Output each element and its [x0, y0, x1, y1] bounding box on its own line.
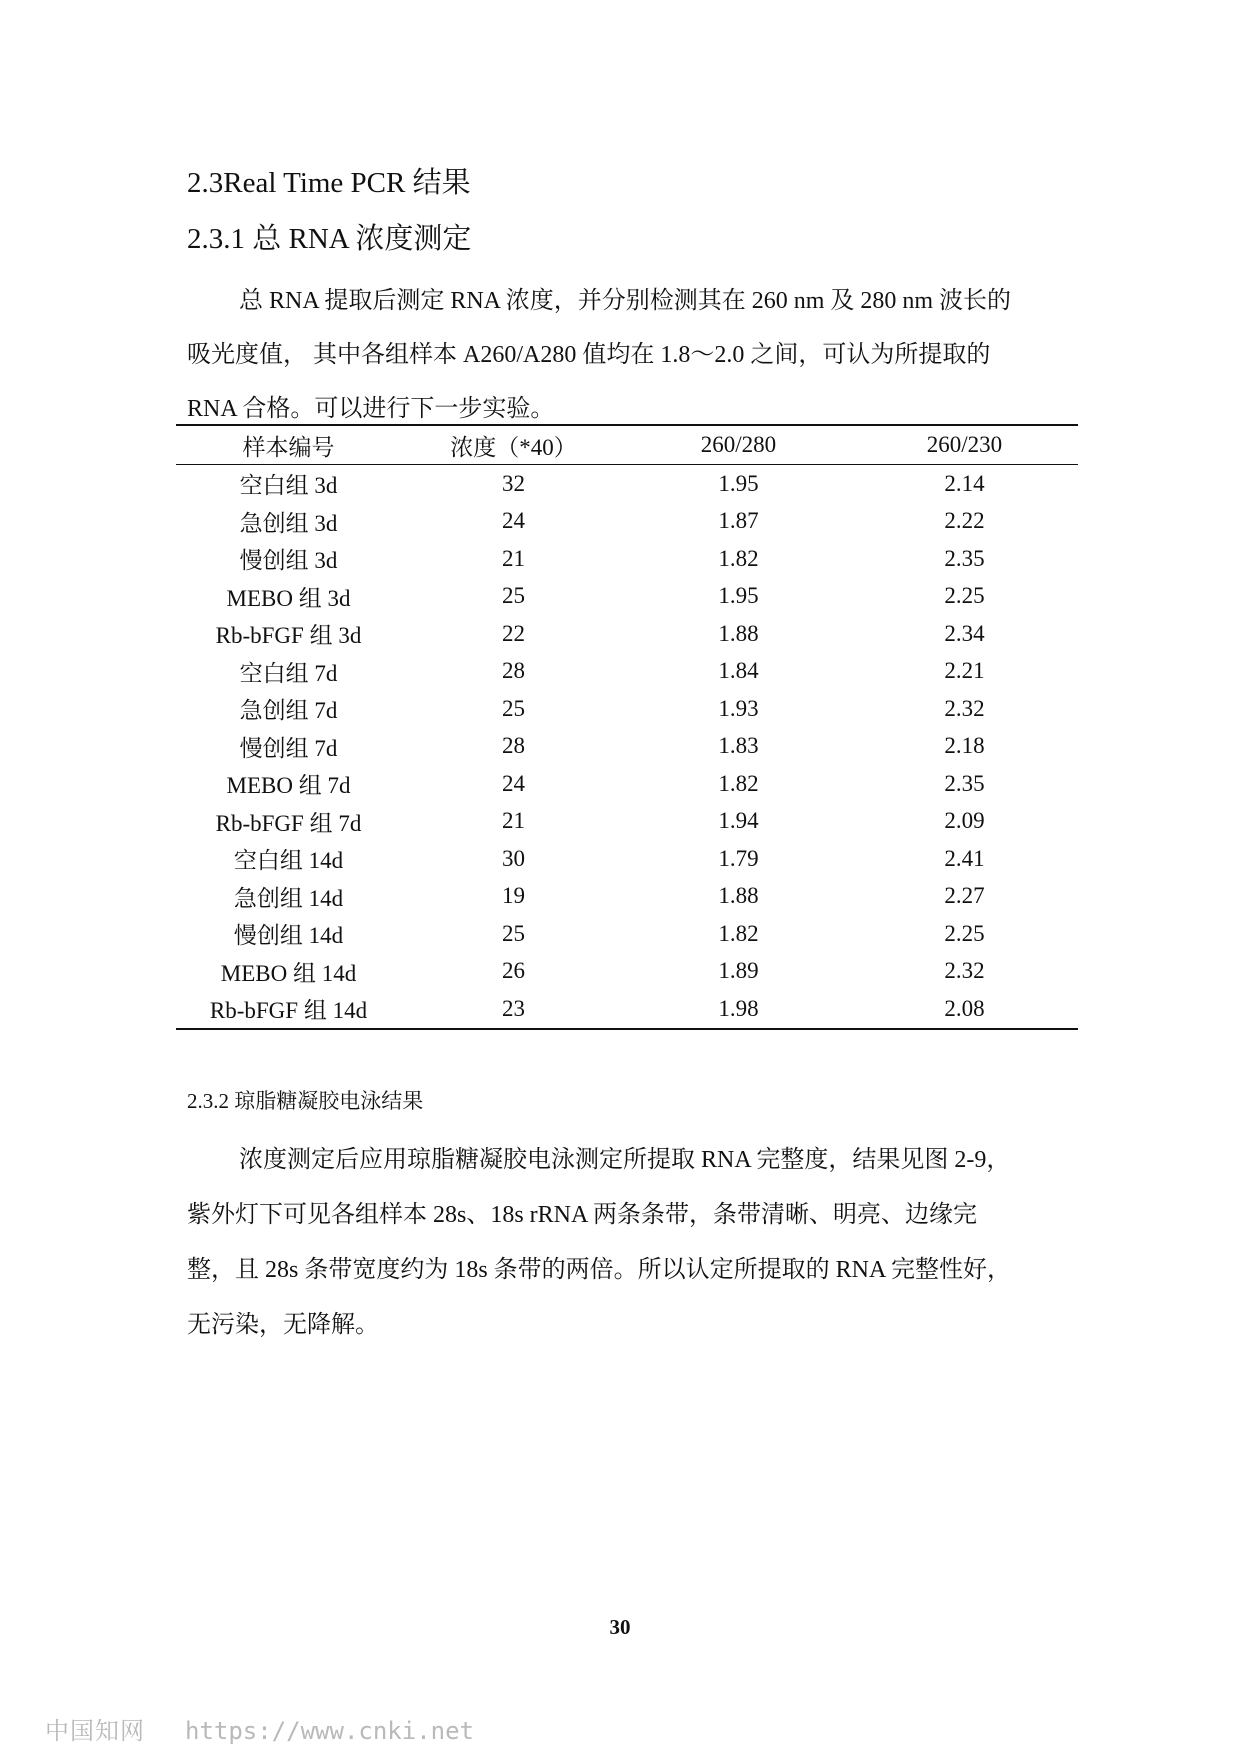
- table-cell: 2.08: [944, 995, 985, 1021]
- table-row: [176, 690, 1078, 728]
- table-cell: Rb-bFGF 组 14d: [209, 998, 368, 1024]
- paragraph-line: 无污染，无降解。: [187, 1312, 379, 1338]
- table-row: [176, 915, 1078, 953]
- table-cell: 21: [502, 545, 525, 571]
- table-cell: 1.84: [718, 658, 759, 684]
- table-row: [176, 503, 1078, 541]
- paragraph-line: 吸光度值， 其中各组样本 A260/A280 值均在 1.8～2.0 之间，可认为所提取的: [187, 342, 991, 368]
- table-cell: 空白组 14d: [233, 848, 344, 874]
- table-cell: MEBO 组 7d: [226, 773, 351, 799]
- table-cell: 26: [502, 958, 525, 984]
- table-cell: 1.89: [718, 958, 759, 984]
- table-cell: 急创组 3d: [239, 510, 338, 536]
- table-cell: 空白组 7d: [239, 660, 338, 686]
- cnki-watermark: [45, 1711, 474, 1746]
- watermark-url: https://www.cnki.net: [185, 1717, 474, 1745]
- table-cell: 2.18: [944, 733, 985, 759]
- table-row: [176, 990, 1078, 1029]
- table-row: [176, 465, 1078, 503]
- table-cell: 32: [502, 470, 525, 496]
- table-cell: MEBO 组 3d: [226, 585, 351, 611]
- rna-concentration-table: [176, 424, 1078, 1030]
- table-row: [176, 878, 1078, 916]
- table-cell: 2.35: [944, 770, 985, 796]
- column-header-260-230: 260/230: [926, 432, 1003, 457]
- column-header-concentration: 浓度（*40）: [450, 434, 577, 460]
- table-cell: 1.98: [718, 995, 759, 1021]
- table-row: [176, 578, 1078, 616]
- table-cell: 1.95: [718, 470, 759, 496]
- table-cell: 2.35: [944, 545, 985, 571]
- table-cell: 2.22: [944, 508, 985, 534]
- table-cell: 1.93: [718, 695, 759, 721]
- table-cell: 2.14: [944, 470, 985, 496]
- table-cell: 2.25: [944, 920, 985, 946]
- column-header-sample-id: 样本编号: [242, 434, 335, 460]
- table-cell: 23: [502, 995, 525, 1021]
- table-row: [176, 540, 1078, 578]
- paragraph-gel-electrophoresis: [187, 1133, 1067, 1353]
- table-cell: 24: [502, 770, 525, 796]
- paragraph-line: RNA 合格。可以进行下一步实验。: [187, 396, 555, 422]
- table-cell: 2.25: [944, 583, 985, 609]
- table-cell: Rb-bFGF 组 3d: [215, 623, 362, 649]
- watermark-name: 中国知网: [45, 1717, 145, 1745]
- table-header-row: [176, 425, 1078, 465]
- table-cell: 2.27: [944, 883, 985, 909]
- table-cell: 慢创组 7d: [239, 735, 338, 761]
- paragraph-line: 浓度测定后应用琼脂糖凝胶电泳测定所提取 RNA 完整度，结果见图 2-9，: [239, 1147, 1011, 1173]
- table-cell: 2.41: [944, 845, 985, 871]
- table-cell: 1.94: [718, 808, 759, 834]
- table-row: [176, 653, 1078, 691]
- paragraph-line: 紫外灯下可见各组样本 28s、18s rRNA 两条条带，条带清晰、明亮、边缘完: [187, 1202, 978, 1228]
- table-cell: 1.82: [718, 545, 759, 571]
- table-cell: 1.79: [718, 845, 759, 871]
- table-cell: 30: [502, 845, 525, 871]
- paragraph-rna-concentration: [187, 274, 1067, 436]
- table-cell: 28: [502, 733, 525, 759]
- table-cell: 慢创组 3d: [239, 548, 338, 574]
- table-cell: 急创组 14d: [233, 885, 344, 911]
- table-cell: 1.88: [718, 620, 759, 646]
- table-row: [176, 765, 1078, 803]
- table-cell: 22: [502, 620, 525, 646]
- section-heading-2-3-1: 2.3.1 总 RNA 浓度测定: [187, 223, 472, 255]
- table-cell: 1.87: [718, 508, 759, 534]
- table-cell: 慢创组 14d: [233, 923, 344, 949]
- table-cell: 空白组 3d: [239, 473, 338, 499]
- table-cell: 1.83: [718, 733, 759, 759]
- table-cell: 25: [502, 695, 525, 721]
- table-row: [176, 728, 1078, 766]
- table-row: [176, 803, 1078, 841]
- table-cell: 24: [502, 508, 525, 534]
- table-cell: MEBO 组 14d: [220, 960, 357, 986]
- table-cell: 25: [502, 920, 525, 946]
- table-cell: 1.88: [718, 883, 759, 909]
- table-cell: 2.09: [944, 808, 985, 834]
- table-cell: 2.32: [944, 958, 985, 984]
- table-cell: 2.34: [944, 620, 985, 646]
- table-cell: 19: [502, 883, 525, 909]
- table-cell: 28: [502, 658, 525, 684]
- table-cell: 2.32: [944, 695, 985, 721]
- paragraph-line: 整，且 28s 条带宽度约为 18s 条带的两倍。所以认定所提取的 RNA 完整性好，: [187, 1257, 1012, 1283]
- paragraph-line: 总 RNA 提取后测定 RNA 浓度，并分别检测其在 260 nm 及 280 nm 波长的: [239, 288, 1012, 314]
- table-cell: 25: [502, 583, 525, 609]
- table-cell: 2.21: [944, 658, 985, 684]
- page-number: 30: [609, 1615, 631, 1639]
- table-cell: Rb-bFGF 组 7d: [215, 810, 362, 836]
- section-heading-2-3-2: 2.3.2 琼脂糖凝胶电泳结果: [187, 1089, 424, 1113]
- column-header-260-280: 260/280: [700, 432, 777, 457]
- table-cell: 急创组 7d: [239, 698, 338, 724]
- section-heading-2-3: 2.3Real Time PCR 结果: [187, 167, 471, 199]
- table-cell: 1.82: [718, 770, 759, 796]
- table-cell: 21: [502, 808, 525, 834]
- table-row: [176, 840, 1078, 878]
- table-cell: 1.82: [718, 920, 759, 946]
- table-row: [176, 953, 1078, 991]
- table-row: [176, 615, 1078, 653]
- table-cell: 1.95: [718, 583, 759, 609]
